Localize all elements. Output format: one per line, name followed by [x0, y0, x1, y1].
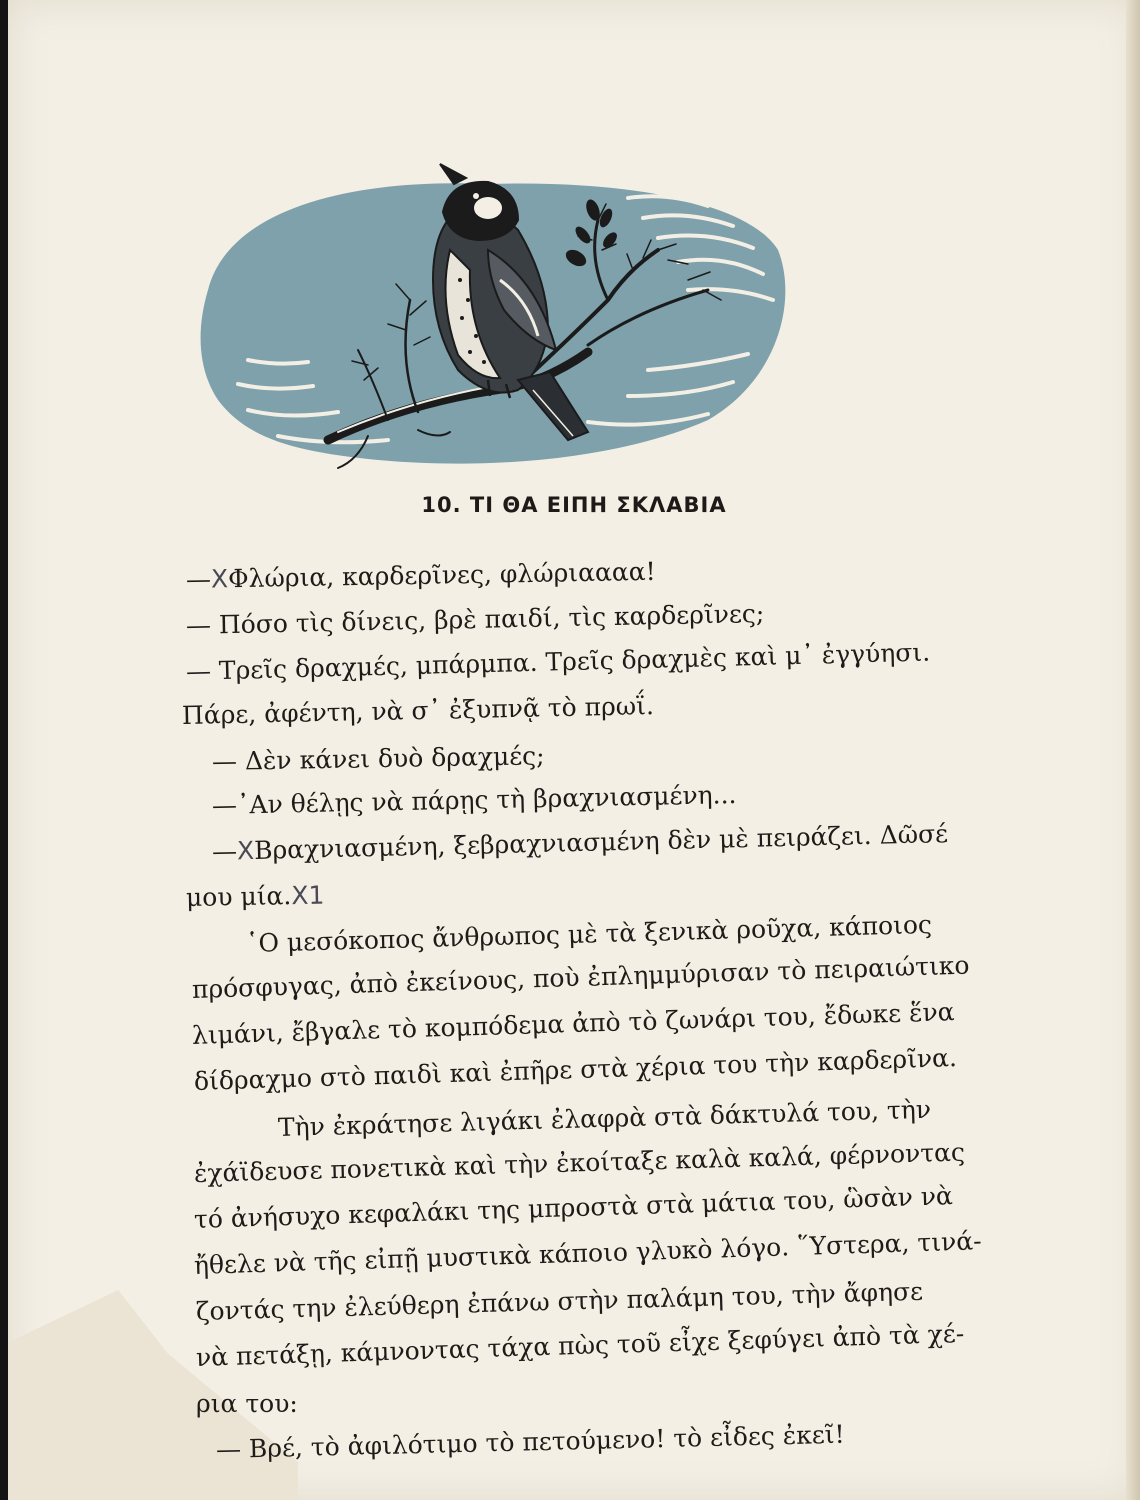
page-edge: [1126, 0, 1140, 1500]
text-line-11: λιμάνι, ἔβγαλε τὸ κομπόδεμα ἀπὸ τὸ ζωνάρι του, ἔδωκε ἕνα: [191, 997, 955, 1050]
text-line-3: — Τρεῖς δραχμές, μπάρμπα. Τρεῖς δραχμὲς καὶ μ᾽ ἐγγύησι.: [185, 637, 931, 686]
handwritten-x-mark: X: [236, 835, 255, 866]
text-line-7: —XΒραχνιασμένη, ξεβραχνιασμένη δὲν μὲ πειράζει. Δῶσέ: [211, 819, 949, 866]
goldfinch-illustration: [188, 140, 788, 500]
text-line-8: μου μία.X1: [185, 880, 325, 912]
text-line-14: ἐχάϊδευσε πονετικὰ καὶ τὴν ἐκοίταξε καλὰ καλά, φέρνοντας: [193, 1137, 966, 1188]
text-line-18: νὰ πετάξῃ, κάμνοντας τάχα πὼς τοῦ εἶχε ξεφύγει ἀπὸ τὰ χέ-: [195, 1318, 965, 1372]
text-line-15: τό ἀνήσυχο κεφαλάκι της μπροστὰ στὰ μάτια του, ὣσὰν νὰ: [193, 1181, 954, 1234]
text-line-12: δίδραχμο στὸ παιδὶ καὶ ἐπῆρε στὰ χέρια του τὴν καρδερῖνα.: [193, 1043, 958, 1096]
text-line-20: — Βρέ, τὸ ἀφιλότιμο τὸ πετούμενο! τὸ εἶδες ἐκεῖ!: [215, 1419, 845, 1464]
text-line-6: —᾿Αν θέλῃς νὰ πάρῃς τὴ βραχνιασμένη...: [211, 780, 737, 820]
handwritten-x-mark: X: [210, 564, 229, 594]
bird-beak: [440, 164, 466, 184]
text-line-2: — Πόσο τὶς δίνεις, βρὲ παιδί, τὶς καρδερῖνες;: [185, 598, 765, 640]
bird-cheek: [474, 197, 502, 219]
text-line-19: ρια του:: [196, 1389, 298, 1418]
text-line-17: ζοντάς την ἐλεύθερη ἐπάνω στὴν παλάμη του, τὴν ἄφησε: [195, 1276, 924, 1326]
chapter-title: 10. ΤΙ ΘΑ ΕΙΠΗ ΣΚΛΑΒΙΑ: [421, 493, 727, 517]
text-line-1: —XΦλώρια, καρδερῖνες, φλώριαααα!: [185, 556, 656, 594]
text-line-16: ἤθελε νὰ τῆς εἰπῇ μυστικὰ κάποιο γλυκὸ λόγο. ῞Υστερα, τινά-: [193, 1226, 982, 1280]
text-line-10: πρόσφυγας, ἀπὸ ἐκείνους, ποὺ ἐπλημμύρισαν τὸ πειραιώτικο: [191, 950, 970, 1004]
text-line-9: ῾Ο μεσόκοπος ἄνθρωπος μὲ τὰ ξενικὰ ροῦχα, κάποιος: [245, 909, 933, 958]
text-line-5: — Δὲν κάνει δυὸ δραχμές;: [211, 741, 545, 776]
book-page: [8, 0, 1140, 1500]
handwritten-x1-mark: X1: [291, 880, 325, 911]
bird-eye: [473, 193, 479, 199]
text-line-13: Τὴν ἐκράτησε λιγάκι ἐλαφρὰ στὰ δάκτυλά του, τὴν: [277, 1094, 932, 1142]
text-line-4: Πάρε, ἀφέντη, νὰ σ᾽ ἐξυπνᾷ τὸ πρωΐ.: [181, 691, 655, 730]
